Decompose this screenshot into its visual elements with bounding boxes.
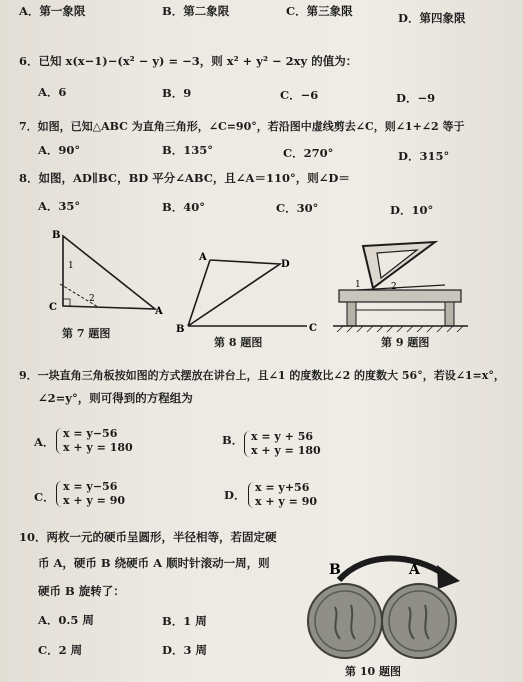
brace-icon bbox=[56, 428, 62, 454]
fig8-label-d: D bbox=[281, 259, 290, 270]
right-angle-mark bbox=[63, 299, 70, 306]
q6-option-b: B．9 bbox=[162, 86, 192, 100]
q7-option-a: A．90° bbox=[38, 143, 81, 157]
q8-option-d: D．10° bbox=[390, 203, 434, 217]
q9-option-a-label: A． bbox=[34, 435, 55, 449]
q10-option-d: D．3 周 bbox=[162, 643, 207, 657]
q9-a-eq2: x + y = 180 bbox=[63, 441, 133, 454]
q9-stem-line2: ∠2=y°，则可得到的方程组为 bbox=[38, 391, 193, 405]
brace-icon bbox=[244, 431, 250, 457]
fig10-caption: 第 10 题图 bbox=[345, 665, 401, 678]
q10-option-c: C．2 周 bbox=[38, 643, 83, 657]
q6-option-c: C．−6 bbox=[280, 88, 319, 102]
q10-stem-line2: 币 A，硬币 B 绕硬币 A 顺时针滚动一周，则 bbox=[38, 556, 270, 570]
fig7-label-c: C bbox=[49, 302, 57, 313]
q9-option-d-label: D． bbox=[224, 488, 246, 502]
fig10-label-a: A bbox=[409, 562, 420, 578]
table-leg-right bbox=[445, 302, 454, 326]
set-square bbox=[363, 242, 435, 288]
fig7-label-2: 2 bbox=[89, 294, 95, 304]
q6-option-a: A．6 bbox=[38, 85, 67, 99]
q9-option-b-label: B． bbox=[222, 433, 244, 447]
segment-ab bbox=[188, 260, 210, 326]
q9-c-eq1: x = y−56 bbox=[63, 480, 118, 493]
figure-8 bbox=[172, 252, 322, 337]
q9-c-eq2: x + y = 90 bbox=[63, 494, 126, 507]
q10-option-a: A．0.5 周 bbox=[38, 613, 94, 627]
arrow-head-icon bbox=[437, 565, 460, 589]
q9-a-eq1: x = y−56 bbox=[63, 427, 118, 440]
q9-stem-line1: 9．一块直角三角板按如图的方式摆放在讲台上，且∠1 的度数比∠2 的度数大 56°，若设∠1=x°， bbox=[19, 369, 505, 382]
fig8-label-b: B bbox=[176, 324, 185, 335]
ruler-line bbox=[357, 285, 445, 290]
segments-adb bbox=[188, 260, 280, 326]
table-leg-left bbox=[347, 302, 356, 326]
fig7-label-a: A bbox=[155, 306, 163, 317]
figure-10 bbox=[295, 555, 470, 665]
q9-d-eq1: x = y+56 bbox=[255, 481, 310, 494]
figure-9 bbox=[333, 238, 468, 338]
q5-option-c: C．第三象限 bbox=[286, 4, 353, 18]
q5-option-b: B．第二象限 bbox=[162, 4, 230, 18]
q7-option-d: D．315° bbox=[398, 149, 450, 163]
fig9-caption: 第 9 题图 bbox=[381, 336, 430, 349]
brace-icon bbox=[56, 481, 62, 507]
triangle-abc bbox=[63, 236, 155, 309]
table-top bbox=[339, 290, 461, 302]
q8-option-a: A．35° bbox=[38, 199, 81, 213]
q9-b-eq1: x = y + 56 bbox=[251, 430, 314, 443]
q7-option-b: B．135° bbox=[162, 143, 213, 157]
q8-stem: 8．如图，AD∥BC，BD 平分∠ABC，且∠A＝110°，则∠D＝ bbox=[19, 171, 350, 185]
fig9-label-1: 1 bbox=[355, 280, 361, 290]
q9-d-eq2: x + y = 90 bbox=[255, 495, 318, 508]
q8-option-b: B．40° bbox=[162, 200, 205, 214]
fig7-caption: 第 7 题图 bbox=[62, 327, 111, 340]
fig7-label-b: B bbox=[52, 230, 61, 241]
rotation-arrow-arc bbox=[339, 558, 445, 580]
fig8-caption: 第 8 题图 bbox=[214, 336, 263, 349]
q6-stem: 6．已知 x(x−1)−(x² − y) = −3，则 x² + y² − 2xy 的值为： bbox=[19, 54, 358, 68]
coin-b bbox=[308, 584, 382, 658]
q9-b-eq2: x + y = 180 bbox=[251, 444, 321, 457]
q7-option-c: C．270° bbox=[283, 146, 334, 160]
figure-7 bbox=[40, 226, 170, 326]
q10-option-b: B．1 周 bbox=[162, 614, 207, 628]
q7-stem: 7．如图，已知△ABC 为直角三角形，∠C=90°，若沿图中虚线剪去∠C，则∠1+∠2 等于 bbox=[19, 120, 465, 133]
coin-a bbox=[382, 584, 456, 658]
floor-hatching bbox=[337, 326, 463, 332]
fig10-label-b: B bbox=[329, 562, 341, 578]
brace-icon bbox=[248, 482, 254, 508]
q10-stem-line3: 硬币 B 旋转了： bbox=[38, 584, 125, 598]
fig8-label-a: A bbox=[199, 252, 207, 263]
fig8-label-c: C bbox=[309, 323, 317, 334]
q9-option-c-label: C． bbox=[34, 490, 55, 504]
q6-option-d: D．−9 bbox=[396, 91, 436, 105]
q5-option-d: D．第四象限 bbox=[398, 11, 466, 25]
set-square-hole bbox=[377, 250, 417, 278]
q5-option-a: A．第一象限 bbox=[19, 4, 86, 18]
fig9-label-2: 2 bbox=[391, 282, 397, 292]
q10-stem-line1: 10．两枚一元的硬币呈圆形，半径相等，若固定硬 bbox=[19, 530, 277, 544]
q8-option-c: C．30° bbox=[276, 201, 319, 215]
fig7-label-1: 1 bbox=[68, 261, 74, 271]
